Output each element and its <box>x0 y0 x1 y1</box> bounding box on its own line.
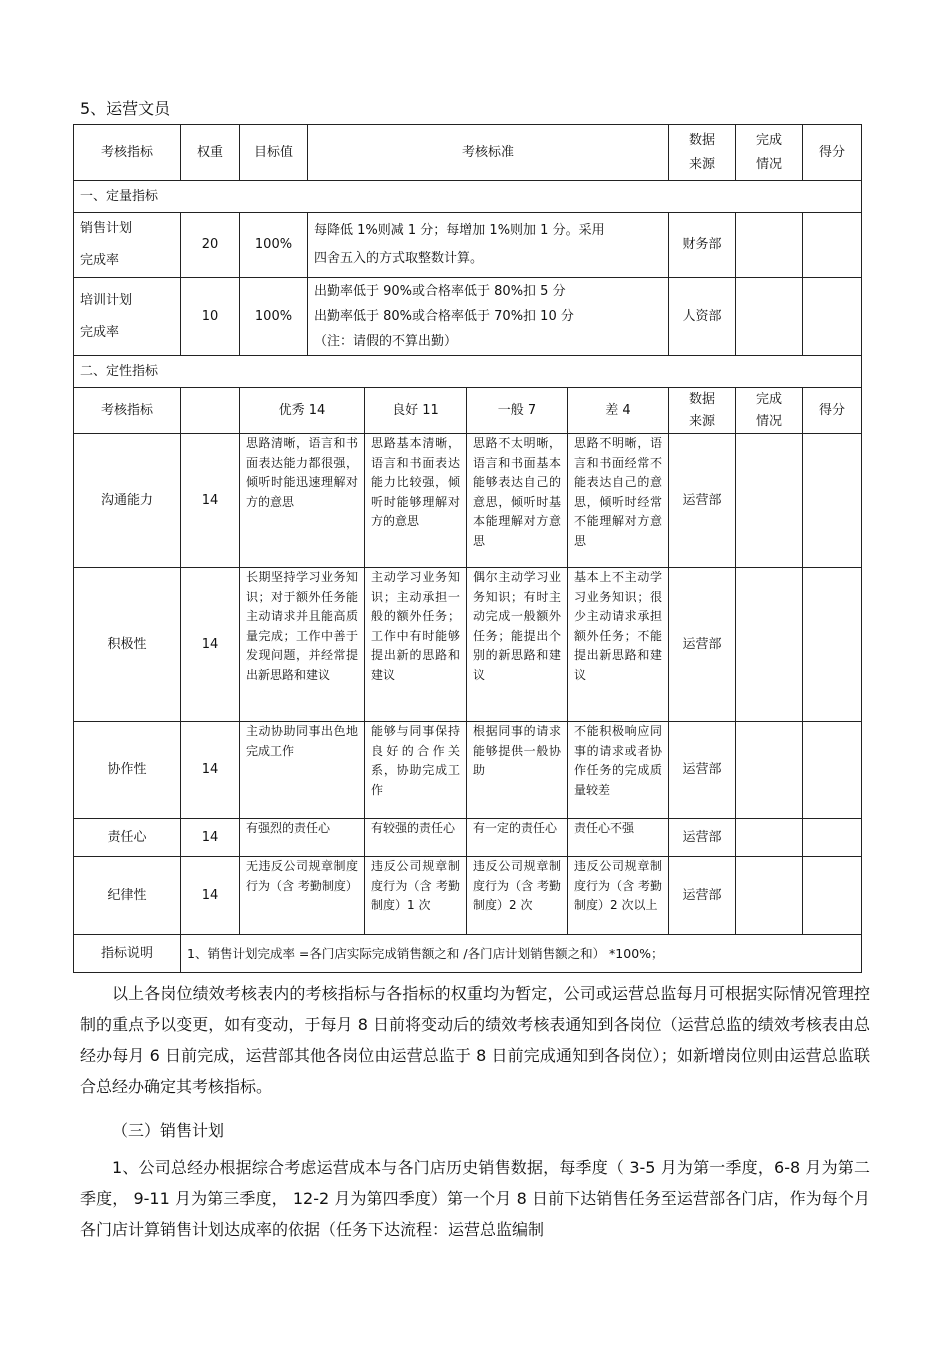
qual-section-title: 二、定性指标 <box>74 356 862 388</box>
row-status <box>736 213 803 278</box>
qual-header-good: 良好 11 <box>365 388 467 434</box>
row-excellent: 主动协助同事出色地完成工作 <box>240 722 365 819</box>
row-weight: 14 <box>181 722 240 819</box>
row-source: 运营部 <box>669 434 736 568</box>
row-source: 财务部 <box>669 213 736 278</box>
qual-header-weight <box>181 388 240 434</box>
row-poor: 思路不明晰，语言和书面经常不能表达自己的意思，倾听时经常不能理解对方意思 <box>568 434 669 568</box>
section-title-sales-plan: （三）销售计划 <box>112 1121 225 1140</box>
note-label: 指标说明 <box>74 935 181 973</box>
row-source: 运营部 <box>669 819 736 857</box>
row-good: 思路基本清晰，语言和书面表达能力比较强，倾听时能够理解对方的意思 <box>365 434 467 568</box>
qual-header-score: 得分 <box>803 388 862 434</box>
qual-header-indicator: 考核指标 <box>74 388 181 434</box>
row-name: 协作性 <box>74 722 181 819</box>
qual-header-poor: 差 4 <box>568 388 669 434</box>
row-average: 根据同事的请求能够提供一般协助 <box>467 722 568 819</box>
header-source: 数据 来源 <box>669 125 736 181</box>
row-average: 思路不太明晰，语言和书面基本能够表达自己的意思，倾听时基本能理解对方意思 <box>467 434 568 568</box>
table-row <box>74 568 862 722</box>
row-source: 运营部 <box>669 857 736 935</box>
row-excellent: 有强烈的责任心 <box>240 819 365 857</box>
row-score <box>803 819 862 857</box>
row-average: 有一定的责任心 <box>467 819 568 857</box>
qual-header-excellent: 优秀 14 <box>240 388 365 434</box>
section-heading: 5、运营文员 <box>80 99 171 118</box>
header-score: 得分 <box>803 125 862 181</box>
row-source: 人资部 <box>669 278 736 356</box>
row-good: 违反公司规章制度行为（含 考勤制度）1 次 <box>365 857 467 935</box>
row-standard: 出勤率低于 90%或合格率低于 80%扣 5 分 出勤率低于 80%或合格率低于 70%扣 10 分 （注：请假的不算出勤） <box>308 278 669 356</box>
note-text: 1、销售计划完成率 =各门店实际完成销售额之和 /各门店计划销售额之和） *100%； <box>181 935 862 973</box>
row-target: 100% <box>240 278 308 356</box>
row-good: 能够与同事保持良好的合作关系，协助完成工作 <box>365 722 467 819</box>
row-status <box>736 568 803 722</box>
row-excellent: 思路清晰，语言和书面表达能力都很强，倾听时能迅速理解对方的意思 <box>240 434 365 568</box>
row-target: 100% <box>240 213 308 278</box>
row-source: 运营部 <box>669 568 736 722</box>
row-average: 偶尔主动学习业务知识；有时主动完成一般额外任务；能提出个别的新思路和建议 <box>467 568 568 722</box>
row-score <box>803 722 862 819</box>
row-score <box>803 857 862 935</box>
row-score <box>803 278 862 356</box>
row-status <box>736 857 803 935</box>
qual-header-source: 数据 来源 <box>669 388 736 434</box>
row-poor: 不能积极响应同事的请求或者协作任务的完成质量较差 <box>568 722 669 819</box>
header-status: 完成 情况 <box>736 125 803 181</box>
row-good: 主动学习业务知识；主动承担一般的额外任务；工作中有时能够提出新的思路和建议 <box>365 568 467 722</box>
row-excellent: 长期坚持学习业务知识；对于额外任务能主动请求并且能高质量完成；工作中善于发现问题，并经常提出新思路和建议 <box>240 568 365 722</box>
table-row <box>74 722 862 819</box>
row-weight: 14 <box>181 434 240 568</box>
paragraph-1: 以上各岗位绩效考核表内的考核指标与各指标的权重均为暂定，公司或运营总监每月可根据实际情况管理控制的重点予以变更，如有变动，于每月 8 日前将变动后的绩效考核表通知到各岗位（运营总监的绩效考核表由总经办每月 6 日前完成，运营部其他各岗位由运营总监于 8 日前完成通知到各岗位）；如新增岗位则由运营总监联合总经办确定其考核指标。 <box>80 984 870 1096</box>
row-name: 沟通能力 <box>74 434 181 568</box>
table-row <box>74 819 862 857</box>
row-status <box>736 434 803 568</box>
row-name: 培训计划 完成率 <box>74 278 181 356</box>
header-standard: 考核标准 <box>308 125 669 181</box>
row-status <box>736 819 803 857</box>
row-weight: 14 <box>181 568 240 722</box>
assessment-table <box>73 124 862 973</box>
row-status <box>736 722 803 819</box>
table-row <box>74 278 862 356</box>
header-target: 目标值 <box>240 125 308 181</box>
row-poor: 基本上不主动学习业务知识；很少主动请求承担额外任务；不能提出新思路和建议 <box>568 568 669 722</box>
row-name: 积极性 <box>74 568 181 722</box>
header-weight: 权重 <box>181 125 240 181</box>
qual-header-status: 完成 情况 <box>736 388 803 434</box>
qual-header-average: 一般 7 <box>467 388 568 434</box>
row-weight: 10 <box>181 278 240 356</box>
row-average: 违反公司规章制度行为（含 考勤制度）2 次 <box>467 857 568 935</box>
row-score <box>803 568 862 722</box>
row-weight: 20 <box>181 213 240 278</box>
header-indicator: 考核指标 <box>74 125 181 181</box>
row-weight: 14 <box>181 857 240 935</box>
row-name: 责任心 <box>74 819 181 857</box>
row-score <box>803 434 862 568</box>
row-weight: 14 <box>181 819 240 857</box>
table-row <box>74 213 862 278</box>
row-excellent: 无违反公司规章制度行为（含 考勤制度） <box>240 857 365 935</box>
row-status <box>736 278 803 356</box>
row-name: 纪律性 <box>74 857 181 935</box>
quant-section-title: 一、定量指标 <box>74 181 862 213</box>
row-score <box>803 213 862 278</box>
row-good: 有较强的责任心 <box>365 819 467 857</box>
row-name: 销售计划 完成率 <box>74 213 181 278</box>
row-standard: 每降低 1%则减 1 分；每增加 1%则加 1 分。采用 四舍五入的方式取整数计算。 <box>308 213 669 278</box>
row-poor: 责任心不强 <box>568 819 669 857</box>
paragraph-2: 1、公司总经办根据综合考虑运营成本与各门店历史销售数据，每季度（ 3-5 月为第一季度，6-8 月为第二季度， 9-11 月为第三季度， 12-2 月为第四季度）第一个月 8 日前下达销售任务至运营部各门店，作为每个月各门店计算销售计划达成率的依据（任务下达流程：运营总监编制 <box>80 1158 870 1239</box>
row-source: 运营部 <box>669 722 736 819</box>
table-row <box>74 434 862 568</box>
table-row <box>74 857 862 935</box>
row-poor: 违反公司规章制度行为（含 考勤制度）2 次以上 <box>568 857 669 935</box>
